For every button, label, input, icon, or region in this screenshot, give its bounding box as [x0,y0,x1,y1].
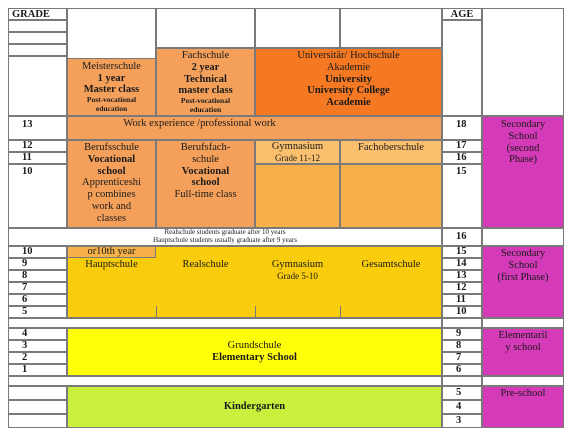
grade-11 [8,152,67,164]
secondary-second-3: (second [506,142,540,154]
berufsschule-desc-3: work and [91,200,132,212]
age-8 [442,340,482,352]
fachschule-label: Fachschule [181,50,230,62]
university-english-3: Academie [326,97,371,108]
graduation-note-1: Realschule students graduate after 10 years [164,228,286,237]
berufsfachschule-label-2: schule [192,153,219,165]
grade-spacer-2 [8,32,67,44]
grade-12 [8,140,67,152]
hauptschule-label: Hauptschule [85,259,138,270]
berufsschule-english-1: Vocational [87,153,136,165]
gesamtschule-col [340,258,442,318]
kindergarten-label: Kindergarten [223,401,286,413]
divider-3 [340,306,341,318]
grade-7-label: 7 [22,282,28,294]
berufsschule-desc-4: classes [96,212,127,224]
grade-5-label: 5 [22,306,28,318]
age-16-note-label: 16 [456,231,467,243]
berufsfachschule-english-2: school [191,177,220,189]
age-16-note [442,228,482,246]
fachschule-english-1: Technical [184,73,227,85]
age-15-lower [442,246,482,258]
age-3 [442,414,482,428]
age-4 [442,400,482,414]
grade-spacer-3 [8,44,67,56]
age-17 [442,140,482,152]
grade-6 [8,294,67,306]
elementary-phase [482,328,564,376]
meisterschule-english: Master class [83,84,140,96]
grade-12-label: 12 [22,140,33,152]
berufsschule-desc-1: Apprenticeshi [82,177,141,189]
grade-1 [8,364,67,376]
berufsfachschule-box [156,140,255,228]
grade-spacer-4 [8,56,67,116]
grundschule-box [67,328,442,376]
gymnasium-upper-label: Gymnasium [271,141,324,153]
fachschule-english-2: master class [178,85,233,97]
grade-10-upper-label: 10 [22,166,33,177]
grade-8-label: 8 [22,270,28,282]
phase-spacer-1 [482,8,564,116]
berufsschule-label: Berufsschule [84,142,139,153]
berufsschule-box [67,140,156,228]
gap-row-2 [8,376,442,386]
divider-1 [156,306,157,318]
meisterschule-label: Meisterschule [82,60,141,72]
age-14 [442,258,482,270]
grade-6-label: 6 [22,294,28,306]
grade-13 [8,116,67,140]
age-16 [442,152,482,164]
grade-9 [8,258,67,270]
age-6-label: 6 [456,364,462,376]
university-english-2: University College [307,85,390,97]
grade-3 [8,340,67,352]
age-9 [442,328,482,340]
berufsschule-english-2: school [97,165,126,177]
grade-4 [8,328,67,340]
age-16-label: 16 [456,152,467,164]
secondary-first-2: School [508,259,538,271]
realschule-col [156,258,255,318]
grade-10-upper [8,164,67,228]
phase-spacer-note [482,228,564,246]
divider-2 [255,306,256,318]
gap-row-2-age [442,376,482,386]
gymnasium-upper-box [255,140,340,164]
tenth-year-label: or10th year [87,246,136,258]
age-12 [442,282,482,294]
header-blank-3 [255,8,340,48]
grade-2-label: 2 [22,352,28,364]
age-10-label: 10 [456,306,467,318]
gymnasium-lower-grades: Grade 5-10 [277,270,318,281]
education-system-diagram [8,8,564,428]
kg-grade-spacer-2 [8,400,67,414]
work-experience-label: Work experience /professional work [123,118,276,129]
secondary-first-3: (first Phase) [497,271,549,283]
hauptschule-col [67,258,156,318]
age-15-label: 15 [456,166,467,177]
work-experience-box [67,116,442,140]
age-9-label: 9 [456,328,462,340]
age-13 [442,270,482,282]
university-label: Universitär/ Hochschule [297,50,400,61]
age-11-label: 11 [456,294,466,306]
secondary-second-phase [482,116,564,228]
header-blank-4 [340,8,442,48]
grade-11-label: 11 [22,152,32,164]
fachschule-duration: 2 year [191,61,220,73]
graduation-note-box [8,228,442,246]
grade-4-label: 4 [22,328,28,340]
kg-grade-spacer-1 [8,386,67,400]
grade-spacer-1 [8,20,67,32]
header-blank-2 [156,8,255,48]
gap-row-1 [8,318,442,328]
age-5 [442,386,482,400]
secondary-second-1: Secondary [500,119,546,130]
tenth-year-box [67,246,156,258]
grade-5 [8,306,67,318]
grade-9-label: 9 [22,258,28,270]
age-8-label: 8 [456,340,462,352]
elementary-school-label: Elementary School [212,352,297,363]
preschool-phase [482,386,564,428]
age-10 [442,306,482,318]
grade-1-label: 1 [22,364,28,376]
berufsfachschule-desc: Full-time class [174,189,237,200]
preschool-label: Pre-school [500,388,546,399]
gymnasium-upper-grades: Grade 11-12 [275,152,320,163]
gap-row-2-phase [482,376,564,386]
berufsschule-desc-2: p combines [87,189,136,200]
fachoberschule-box [340,140,442,164]
grade-10-lower [8,246,67,258]
gap-row-1-age [442,318,482,328]
age-3-label: 3 [456,415,462,427]
fachschule-box [156,48,255,116]
secondary-second-2: School [508,130,538,142]
university-english-1: University [325,73,372,85]
elementary-phase-2: y school [505,341,541,353]
berufsfachschule-english-1: Vocational [181,165,230,177]
gap-row-1-phase [482,318,564,328]
grade-header-label: GRADE [12,9,50,20]
age-14-label: 14 [456,258,467,270]
grade-8 [8,270,67,282]
age-17-label: 17 [456,140,467,152]
gymnasium-lower-col [255,258,340,318]
age-12-label: 12 [456,282,467,294]
meisterschule-duration: 1 year [97,72,126,84]
fachschule-note-1: Post-vocational [180,96,231,106]
meisterschule-note-2: education [95,103,128,113]
gesamtschule-label: Gesamtschule [361,259,421,270]
fachschule-note-2: education [189,104,222,114]
university-akademie: Akademie [326,61,371,73]
grade-2 [8,352,67,364]
age-5-label: 5 [456,387,462,399]
age-6 [442,364,482,376]
graduation-note-2: Hauptschule students usually graduate after 9 years [153,236,297,244]
grade-13-label: 13 [22,119,33,130]
secondary-first-1: Secondary [500,248,546,259]
realschule-label: Realschule [182,259,229,270]
age-7-label: 7 [456,352,462,364]
kindergarten-box [67,386,442,428]
grade-10-lower-label: 10 [22,246,33,258]
fachoberschule-lower-box [340,164,442,228]
age-4-label: 4 [456,401,462,413]
age-13-label: 13 [456,270,467,282]
age-header-label: AGE [450,9,474,20]
age-spacer-1 [442,20,482,116]
gymnasium-upper-lower-box [255,164,340,228]
gymnasium-lower-label: Gymnasium [271,259,324,270]
kg-grade-spacer-3 [8,414,67,428]
secondary-first-phase [482,246,564,318]
age-15-lower-label: 15 [456,246,467,258]
grundschule-label: Grundschule [227,340,282,352]
grade-3-label: 3 [22,340,28,352]
grade-7 [8,282,67,294]
age-7 [442,352,482,364]
secondary-second-4: Phase) [509,154,537,166]
age-18 [442,116,482,140]
fachoberschule-label: Fachoberschule [358,142,424,153]
age-11 [442,294,482,306]
age-header [442,8,482,20]
university-box [255,48,442,116]
grade-header [8,8,67,20]
berufsfachschule-label-1: Berufsfach- [180,142,231,153]
elementary-phase-1: Elementaril [498,330,548,341]
age-15 [442,164,482,228]
age-18-label: 18 [456,119,467,130]
meisterschule-note-1: Post-vocational [86,95,137,105]
meisterschule-box [67,58,156,116]
